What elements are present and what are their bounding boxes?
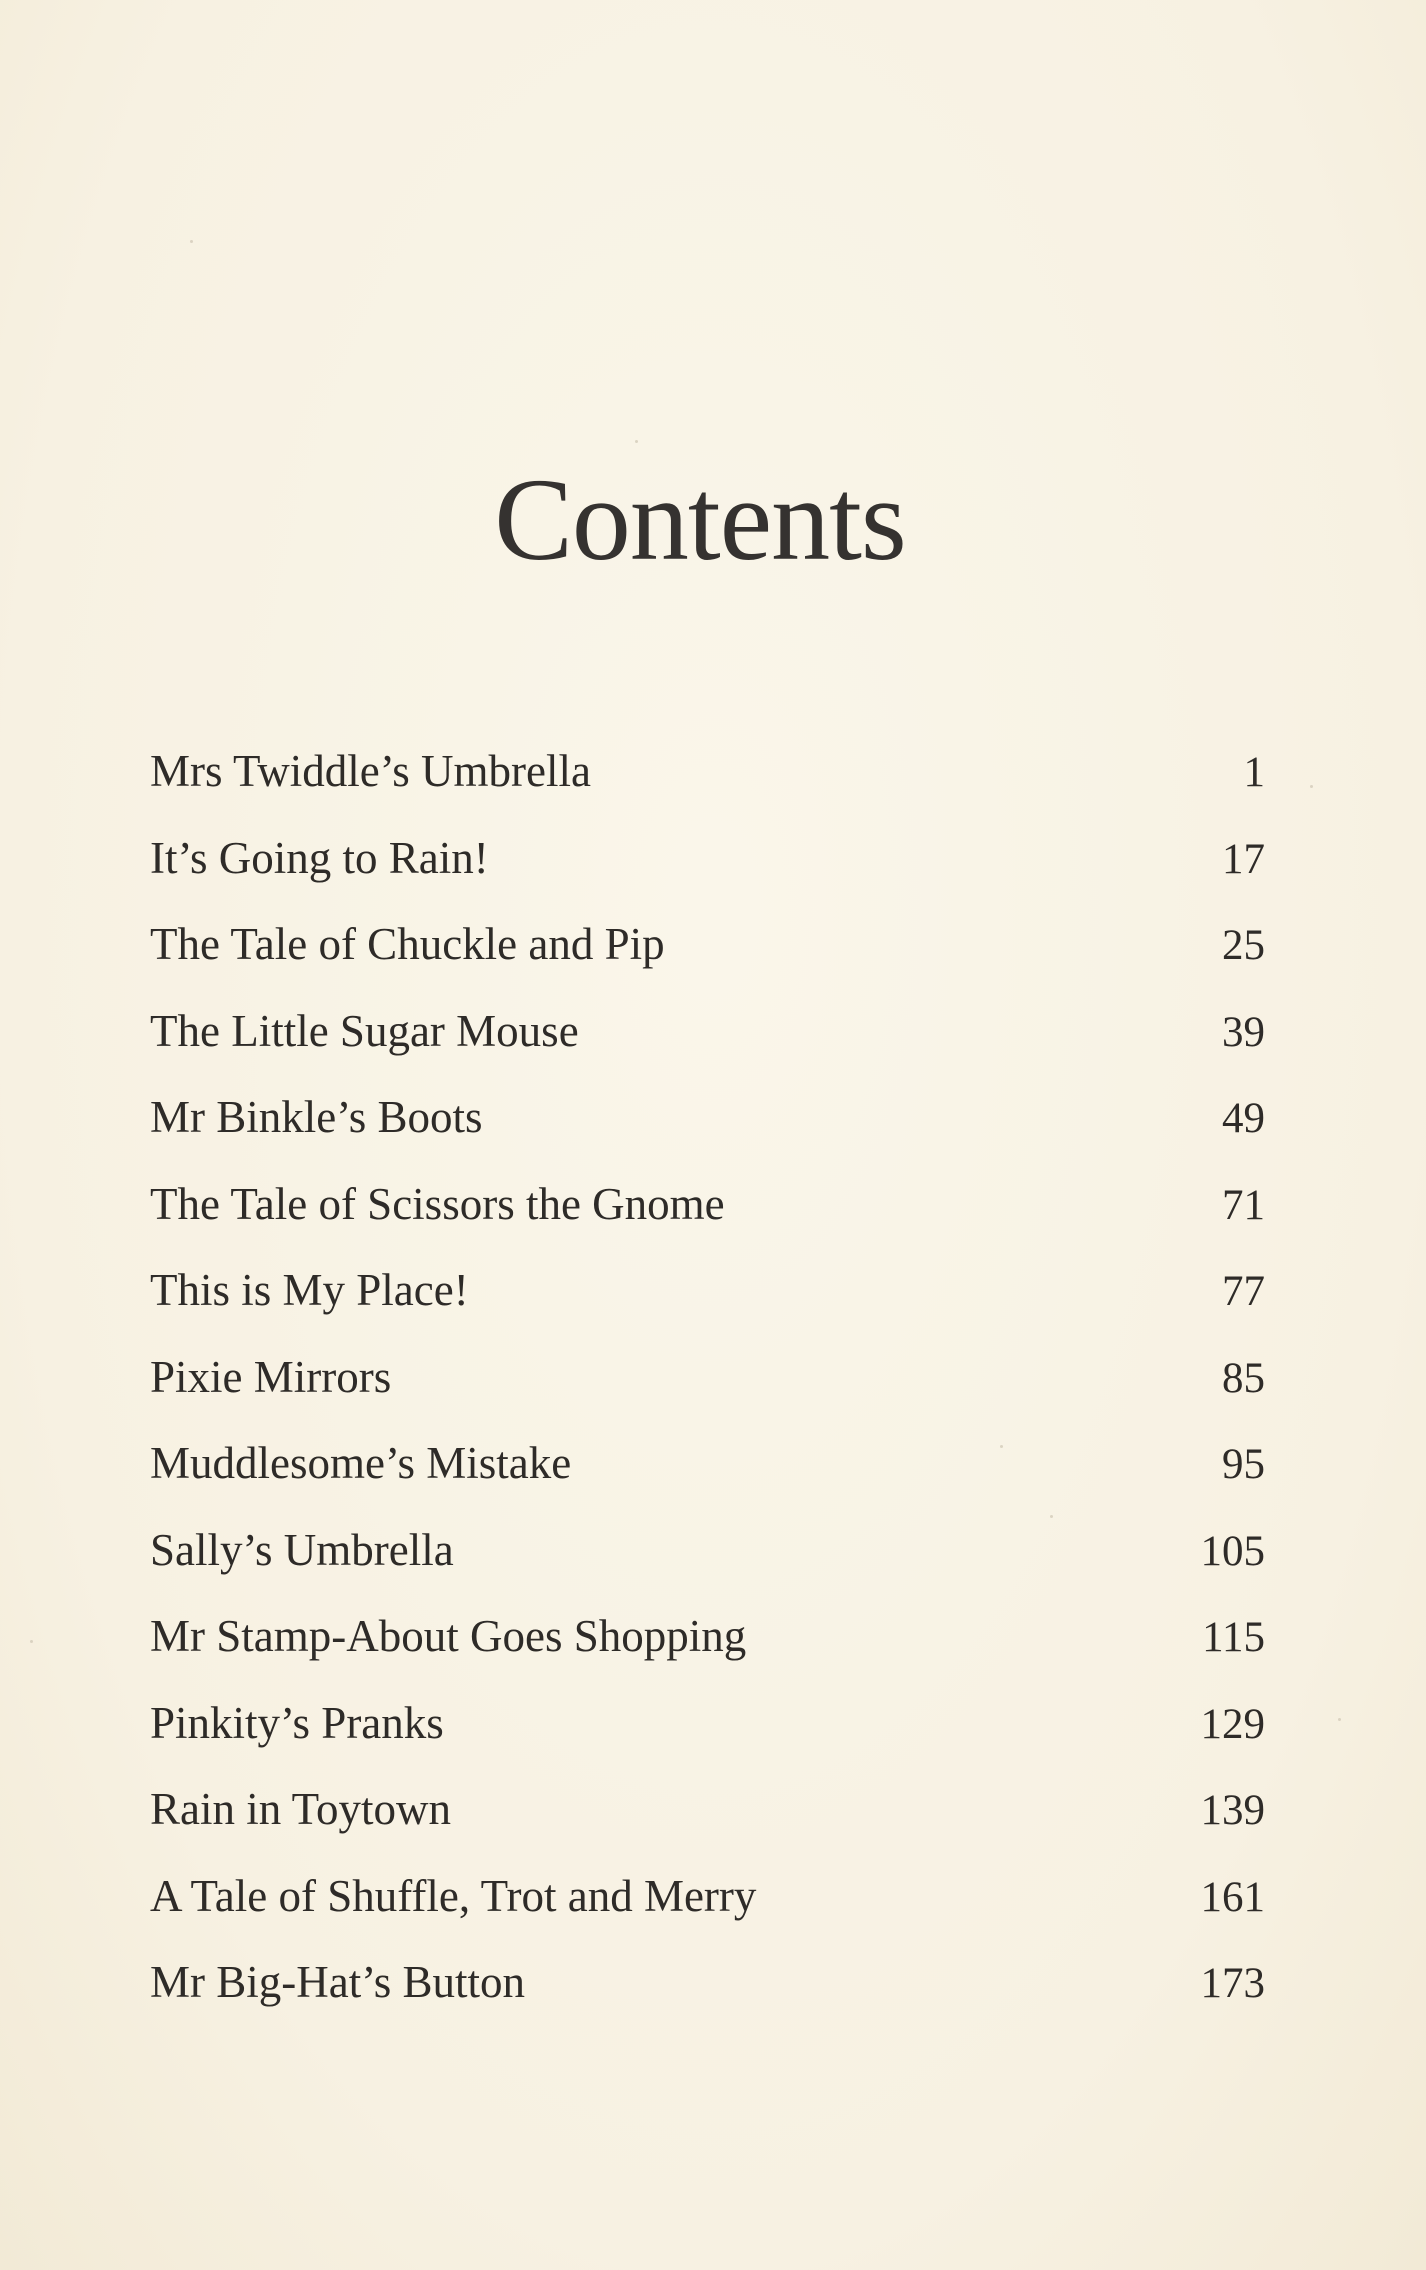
toc-entry-title: Pinkity’s Pranks: [150, 1697, 444, 1748]
toc-entry-title: Pixie Mirrors: [150, 1351, 392, 1402]
toc-entry: [150, 1524, 1265, 1611]
toc-entry-page: 161: [1200, 1873, 1265, 1921]
toc-entry-title: The Tale of Scissors the Gnome: [150, 1178, 725, 1229]
toc-entry-page: 77: [1222, 1268, 1265, 1315]
toc-entry-title: Muddlesome’s Mistake: [150, 1438, 572, 1488]
toc-entry-page: 1: [1243, 749, 1265, 796]
toc-entry: [150, 1437, 1265, 1524]
toc-entry: [150, 918, 1265, 1005]
toc-entry-page: 129: [1200, 1700, 1265, 1748]
toc-entry: [150, 1870, 1265, 1957]
toc-entry-title: The Little Sugar Mouse: [150, 1005, 579, 1056]
paper-speck: [635, 440, 638, 443]
toc-entry: [150, 1091, 1265, 1178]
toc-entry-title: A Tale of Shuffle, Trot and Merry: [150, 1870, 757, 1921]
paper-speck: [30, 1640, 33, 1643]
toc-entry-page: 17: [1222, 835, 1265, 883]
toc-entry-title: Mr Stamp-About Goes Shopping: [150, 1611, 747, 1661]
toc-entry: [150, 1351, 1265, 1438]
toc-entry: [150, 1610, 1265, 1697]
paper-speck: [1310, 785, 1313, 788]
toc-entry-page: 71: [1222, 1181, 1265, 1229]
toc-entry: [150, 1178, 1265, 1265]
toc-entry: [150, 1697, 1265, 1784]
toc-entry-title: Mr Binkle’s Boots: [150, 1092, 483, 1142]
toc-entry-page: 139: [1200, 1787, 1265, 1834]
toc-entry: [150, 745, 1265, 832]
toc-entry-page: 95: [1222, 1441, 1265, 1488]
toc-entry: [150, 1783, 1265, 1870]
toc-entry-title: This is My Place!: [150, 1265, 469, 1315]
paper-speck: [1338, 1718, 1341, 1721]
toc-entry-title: Rain in Toytown: [150, 1784, 452, 1834]
toc-entry: [150, 1005, 1265, 1092]
toc-entry-page: 105: [1200, 1527, 1265, 1575]
page-title: Contents: [494, 454, 906, 585]
toc-entry-page: 85: [1222, 1354, 1265, 1402]
toc-entry-page: 49: [1222, 1095, 1265, 1142]
paper-speck: [190, 240, 193, 243]
toc-entry-page: 173: [1200, 1960, 1265, 2007]
toc-entry: [150, 1956, 1265, 2043]
toc-entry: [150, 832, 1265, 919]
toc-entry-title: Mr Big-Hat’s Button: [150, 1957, 526, 2007]
toc-entry-title: The Tale of Chuckle and Pip: [150, 919, 665, 969]
toc-entry-title: It’s Going to Rain!: [150, 832, 489, 883]
toc-entry-page: 39: [1222, 1008, 1265, 1056]
toc-entry-page: 25: [1222, 922, 1265, 969]
toc-entry-title: Mrs Twiddle’s Umbrella: [150, 746, 591, 796]
toc-entry-page: 115: [1202, 1614, 1265, 1661]
table-of-contents: [150, 745, 1265, 2043]
toc-entry: [150, 1264, 1265, 1351]
toc-entry-title: Sally’s Umbrella: [150, 1524, 454, 1575]
